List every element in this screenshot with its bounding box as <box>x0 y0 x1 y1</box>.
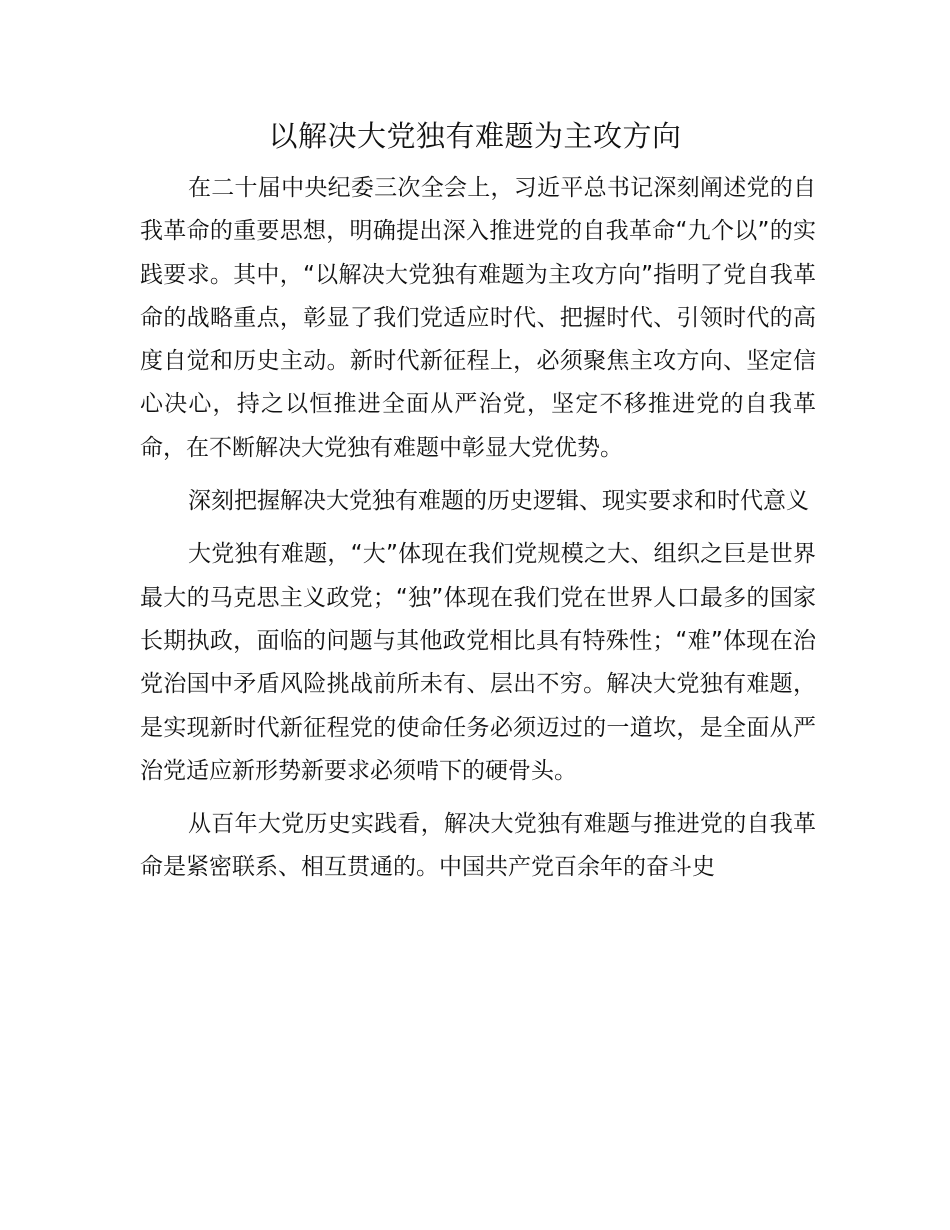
document-title: 以解决大党独有难题为主攻方向 <box>268 119 682 153</box>
paragraph-section-heading: 深刻把握解决大党独有难题的历史逻辑、现实要求和时代意义 <box>188 488 809 515</box>
document-body <box>140 167 816 900</box>
paragraph-definition: 大党独有难题，“大”体现在我们党规模之大、组织之巨是世界最大的马克思主义政党；“独”体现在我们党在世界人口最多的国家长期执政，面临的问题与其他政党相比具有特殊性；“难”体现在治党治国中矛盾风险挑战前所未有、层出不穷。解决大党独有难题，是实现新时代新征程党的使命任务必须迈过的一道坎，是全面从严治党适应新形势新要求必须啃下的硬骨头。 <box>140 541 816 784</box>
paragraph-intro: 在二十届中央纪委三次全会上，习近平总书记深刻阐述党的自我革命的重要思想，明确提出深入推进党的自我革命“九个以”的实践要求。其中，“以解决大党独有难题为主攻方向”指明了党自我革命的战略重点，彰显了我们党适应时代、把握时代、引领时代的高度自觉和历史主动。新时代新征程上，必须聚焦主攻方向、坚定信心决心，持之以恒推进全面从严治党，坚定不移推进党的自我革命，在不断解决大党独有难题中彰显大党优势。 <box>140 175 816 461</box>
paragraph-history: 从百年大党历史实践看，解决大党独有难题与推进党的自我革命是紧密联系、相互贯通的。中国共产党百余年的奋斗史 <box>140 811 816 881</box>
